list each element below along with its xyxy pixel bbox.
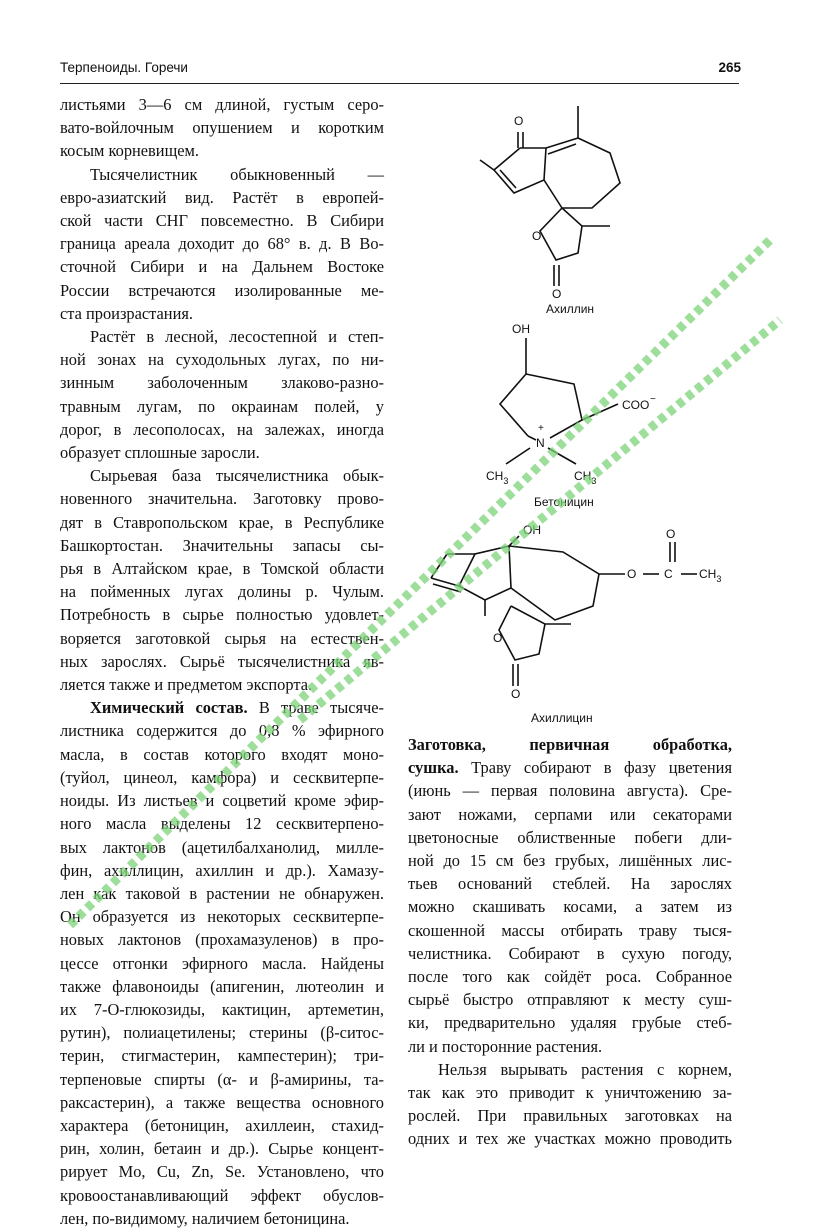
text-line <box>408 919 732 942</box>
line-text: можно скашивать косами, а затем из <box>408 897 732 917</box>
line-text: образует сплошные заросли. <box>60 443 260 463</box>
right-text-column <box>408 733 732 1151</box>
line-text: евро-азиатский вид. Растёт в европей- <box>60 187 384 207</box>
text-line <box>60 696 384 719</box>
line-text: ной до 15 см без грубых, лишённых лис- <box>408 851 732 871</box>
achillin-o-carbonyl: O <box>552 287 562 301</box>
achillin-o-ketone: O <box>514 114 524 128</box>
text-line <box>408 1081 732 1104</box>
text-line <box>60 580 384 603</box>
line-text: новых лактонов (прохамазуленов) в про- <box>60 930 384 950</box>
line-text: рин, холин, бетаин и др.). Сырье концент- <box>60 1139 384 1159</box>
text-line <box>60 348 384 371</box>
text-line <box>60 186 384 209</box>
achillicin-ch3: $CH_3$ <box>699 567 722 584</box>
line-text: зают ножами, серпами или секаторами <box>408 804 732 824</box>
text-line <box>408 803 732 826</box>
line-text: одних и тех же участках можно проводить <box>408 1129 732 1149</box>
line-text: (июнь — первая половина августа). Сре- <box>408 781 732 801</box>
betonicine-ch3-right: $CH_3$ <box>574 469 597 486</box>
line-text: цветоносные облиственные побеги дли- <box>408 827 732 847</box>
line-text: дят в Ставропольском крае, в Республике <box>60 512 384 532</box>
line-text: ного масла выделены 12 сесквитерпено- <box>60 814 384 834</box>
achillicin-structure <box>415 516 745 731</box>
betonicine-coo: COO <box>622 398 650 412</box>
line-text: ных зарослях. Сырьё тысячелистника яв- <box>60 651 384 671</box>
text-line <box>60 279 384 302</box>
text-line <box>60 766 384 789</box>
text-line <box>60 905 384 928</box>
text-line <box>60 650 384 673</box>
text-line <box>60 163 384 186</box>
line-text: сточной Сибири и на Дальнем Востоке <box>60 257 384 277</box>
line-text: раксастерин), а также вещества основного <box>60 1092 384 1112</box>
line-text: Сырьевая база тысячелистника обык- <box>90 466 384 486</box>
text-line <box>60 1137 384 1160</box>
page-number: 265 <box>718 60 741 75</box>
betonicine-n-charge: + <box>538 423 544 434</box>
line-text: цессе отгонки эфирного масла. Найдены <box>60 953 384 973</box>
text-line <box>60 395 384 418</box>
text-line <box>408 1011 732 1034</box>
line-text: терин, стигмастерин, кампестерин); три- <box>60 1046 384 1066</box>
text-line <box>60 487 384 510</box>
text-line <box>408 849 732 872</box>
text-line <box>60 1114 384 1137</box>
text-line <box>60 418 384 441</box>
line-text: зинным заболоченным злаково-разно- <box>60 373 384 393</box>
line-text: лен как таковой в растении не обнаружен. <box>60 883 384 903</box>
text-line <box>408 779 732 802</box>
line-text: Растёт в лесной, лесостепной и степ- <box>90 327 384 347</box>
achillicin-o-ring: O <box>493 631 503 645</box>
line-text: дорог, в лесополосах, на залежах, иногда <box>60 419 384 439</box>
text-line <box>60 209 384 232</box>
betonicine-n: N <box>536 436 545 450</box>
line-text: ли и посторонние растения. <box>408 1036 603 1056</box>
line-text: кровоостанавливающий эффект обуслов- <box>60 1185 384 1205</box>
line-text: ской части СНГ повсеместно. В Сибири <box>60 211 384 231</box>
text-line <box>60 139 384 162</box>
text-line <box>60 882 384 905</box>
line-text: на пойменных лугах долины р. Чулым. <box>60 582 384 602</box>
text-line <box>408 1058 732 1081</box>
text-line <box>60 1207 384 1230</box>
achillicin-oh: OH <box>523 523 541 537</box>
line-text: также флавоноиды (апигенин, лютеолин и <box>60 976 384 996</box>
bold-heading: Заготовка, первичная обработка, <box>408 735 732 754</box>
text-line <box>408 1127 732 1150</box>
line-text: рослей. При правильных заготовках на <box>408 1106 732 1126</box>
text-line <box>60 952 384 975</box>
line-text: Он образуется из некоторых сесквитерпе- <box>60 907 384 927</box>
line-text: В траве тысяче- <box>247 698 384 718</box>
text-line <box>60 859 384 882</box>
text-line <box>60 743 384 766</box>
betonicine-caption: Бетоницин <box>534 495 594 509</box>
line-text: листьями 3—6 см длиной, густым серо- <box>60 95 384 114</box>
text-line <box>408 756 732 779</box>
line-text: масла, в состав которого входят моно- <box>60 744 384 764</box>
line-text: вато-войлочным опушением и коротким <box>60 118 384 138</box>
text-line <box>60 255 384 278</box>
line-text: травным лугам, по окраинам полей, у <box>60 396 384 416</box>
bold-heading: сушка. <box>408 758 459 778</box>
line-text: ста произрастания. <box>60 303 193 323</box>
line-text: Тысячелистник обыкновенный — <box>90 164 384 184</box>
text-line <box>408 895 732 918</box>
text-line <box>60 928 384 951</box>
text-line <box>60 93 384 116</box>
line-text: фин, ахиллицин, ахиллин и др.). Хамазу- <box>60 860 384 880</box>
betonicine-oh: OH <box>512 322 530 336</box>
text-line <box>60 836 384 859</box>
line-text: терпеновые спирты (α- и β-амирины, та- <box>60 1069 384 1089</box>
betonicine-structure <box>478 316 698 521</box>
text-line <box>408 826 732 849</box>
line-text: вых лактонов (ацетилбалханолид, милле- <box>60 837 384 857</box>
line-text: граница ареала доходит до 68° в. д. В Во- <box>60 234 384 254</box>
text-line <box>60 673 384 696</box>
text-line <box>60 998 384 1021</box>
line-text: ной зонах на суходольных лугах, по ни- <box>60 350 384 370</box>
achillicin-c: C <box>664 567 673 581</box>
line-text: челистника. Собирают в сухую погоду, <box>408 943 732 963</box>
line-text: тьев оснований стеблей. На зарослях <box>408 874 732 894</box>
line-text: рутин), полиацетилены; стерины (β-ситос- <box>60 1023 384 1043</box>
text-line <box>60 812 384 835</box>
running-head <box>60 55 739 84</box>
text-line <box>408 988 732 1011</box>
text-line <box>60 1160 384 1183</box>
achillin-o-ring: O <box>532 229 542 243</box>
line-text: новенного значительна. Заготовку прово- <box>60 489 384 509</box>
text-line <box>60 719 384 742</box>
line-text: сырьё быстро отправляют к месту суш- <box>408 990 732 1010</box>
line-text: листника содержится до 0,8 % эфирного <box>60 721 384 741</box>
text-line <box>60 1021 384 1044</box>
text-line <box>60 1091 384 1114</box>
line-text: их 7-О-глюкозиды, кактицин, артеметин, <box>60 999 384 1019</box>
text-line <box>60 975 384 998</box>
text-line <box>60 789 384 812</box>
line-text: характера (бетоницин, ахиллеин, стахид- <box>60 1115 384 1135</box>
line-text: Башкортостан. Значительны запасы сы- <box>60 535 384 555</box>
line-text: (туйол, цинеол, камфора) и сесквитерпе- <box>60 767 384 787</box>
achillicin-o-ester: O <box>627 567 637 581</box>
text-line <box>60 116 384 139</box>
left-text-column <box>60 93 384 1230</box>
achillicin-o-carbonyl: O <box>666 527 676 541</box>
text-line <box>408 965 732 988</box>
line-text: воряется заготовкой сырья на естествен- <box>60 628 384 648</box>
achillicin-caption: Ахиллицин <box>531 711 593 725</box>
line-text: ляется также и предметом экспорта. <box>60 675 313 695</box>
betonicine-coo-charge: − <box>650 394 656 405</box>
betonicine-ch3-left: $CH_3$ <box>486 469 509 486</box>
line-text: ки, предварительно удаляя грубые стеб- <box>408 1013 732 1033</box>
line-text: Нельзя вырывать растения с корнем, <box>438 1059 732 1079</box>
section-title: Терпеноиды. Горечи <box>60 60 188 75</box>
line-text: Потребность в сырье полностью удовлет- <box>60 605 384 625</box>
text-line <box>60 534 384 557</box>
text-line <box>60 1068 384 1091</box>
text-line <box>60 511 384 534</box>
line-text: Траву собирают в фазу цветения <box>458 758 732 778</box>
achillin-structure <box>470 98 670 328</box>
line-text: так как это приводит к уничтожению за- <box>408 1083 732 1103</box>
text-line <box>60 1044 384 1067</box>
line-text: рья в Алтайском крае, в Томской области <box>60 559 384 579</box>
text-line <box>60 441 384 464</box>
text-line <box>60 627 384 650</box>
text-line <box>60 325 384 348</box>
text-line <box>408 872 732 895</box>
text-line <box>408 1104 732 1127</box>
text-line <box>60 302 384 325</box>
text-line <box>60 603 384 626</box>
text-line <box>408 733 732 756</box>
achillicin-o-lactone: O <box>511 687 521 701</box>
line-text: лен, по-видимому, наличием бетоницина. <box>60 1208 350 1228</box>
text-line <box>408 942 732 965</box>
text-line <box>60 557 384 580</box>
text-line <box>60 232 384 255</box>
text-line <box>408 1035 732 1058</box>
line-text: после того как сойдёт роса. Собранное <box>408 967 732 987</box>
line-text: России встречаются изолированные ме- <box>60 280 384 300</box>
line-text: ноиды. Из листьев и соцветий кроме эфир- <box>60 791 384 811</box>
line-text: скошенной массы отбирать траву тыся- <box>408 920 732 940</box>
line-text: рирует Mo, Cu, Zn, Se. Установлено, что <box>60 1162 384 1182</box>
line-text: косым корневищем. <box>60 141 199 161</box>
achillin-caption: Ахиллин <box>546 302 595 316</box>
text-line <box>60 371 384 394</box>
text-line <box>60 464 384 487</box>
text-line <box>60 1184 384 1207</box>
bold-heading: Химический состав. <box>90 698 248 718</box>
